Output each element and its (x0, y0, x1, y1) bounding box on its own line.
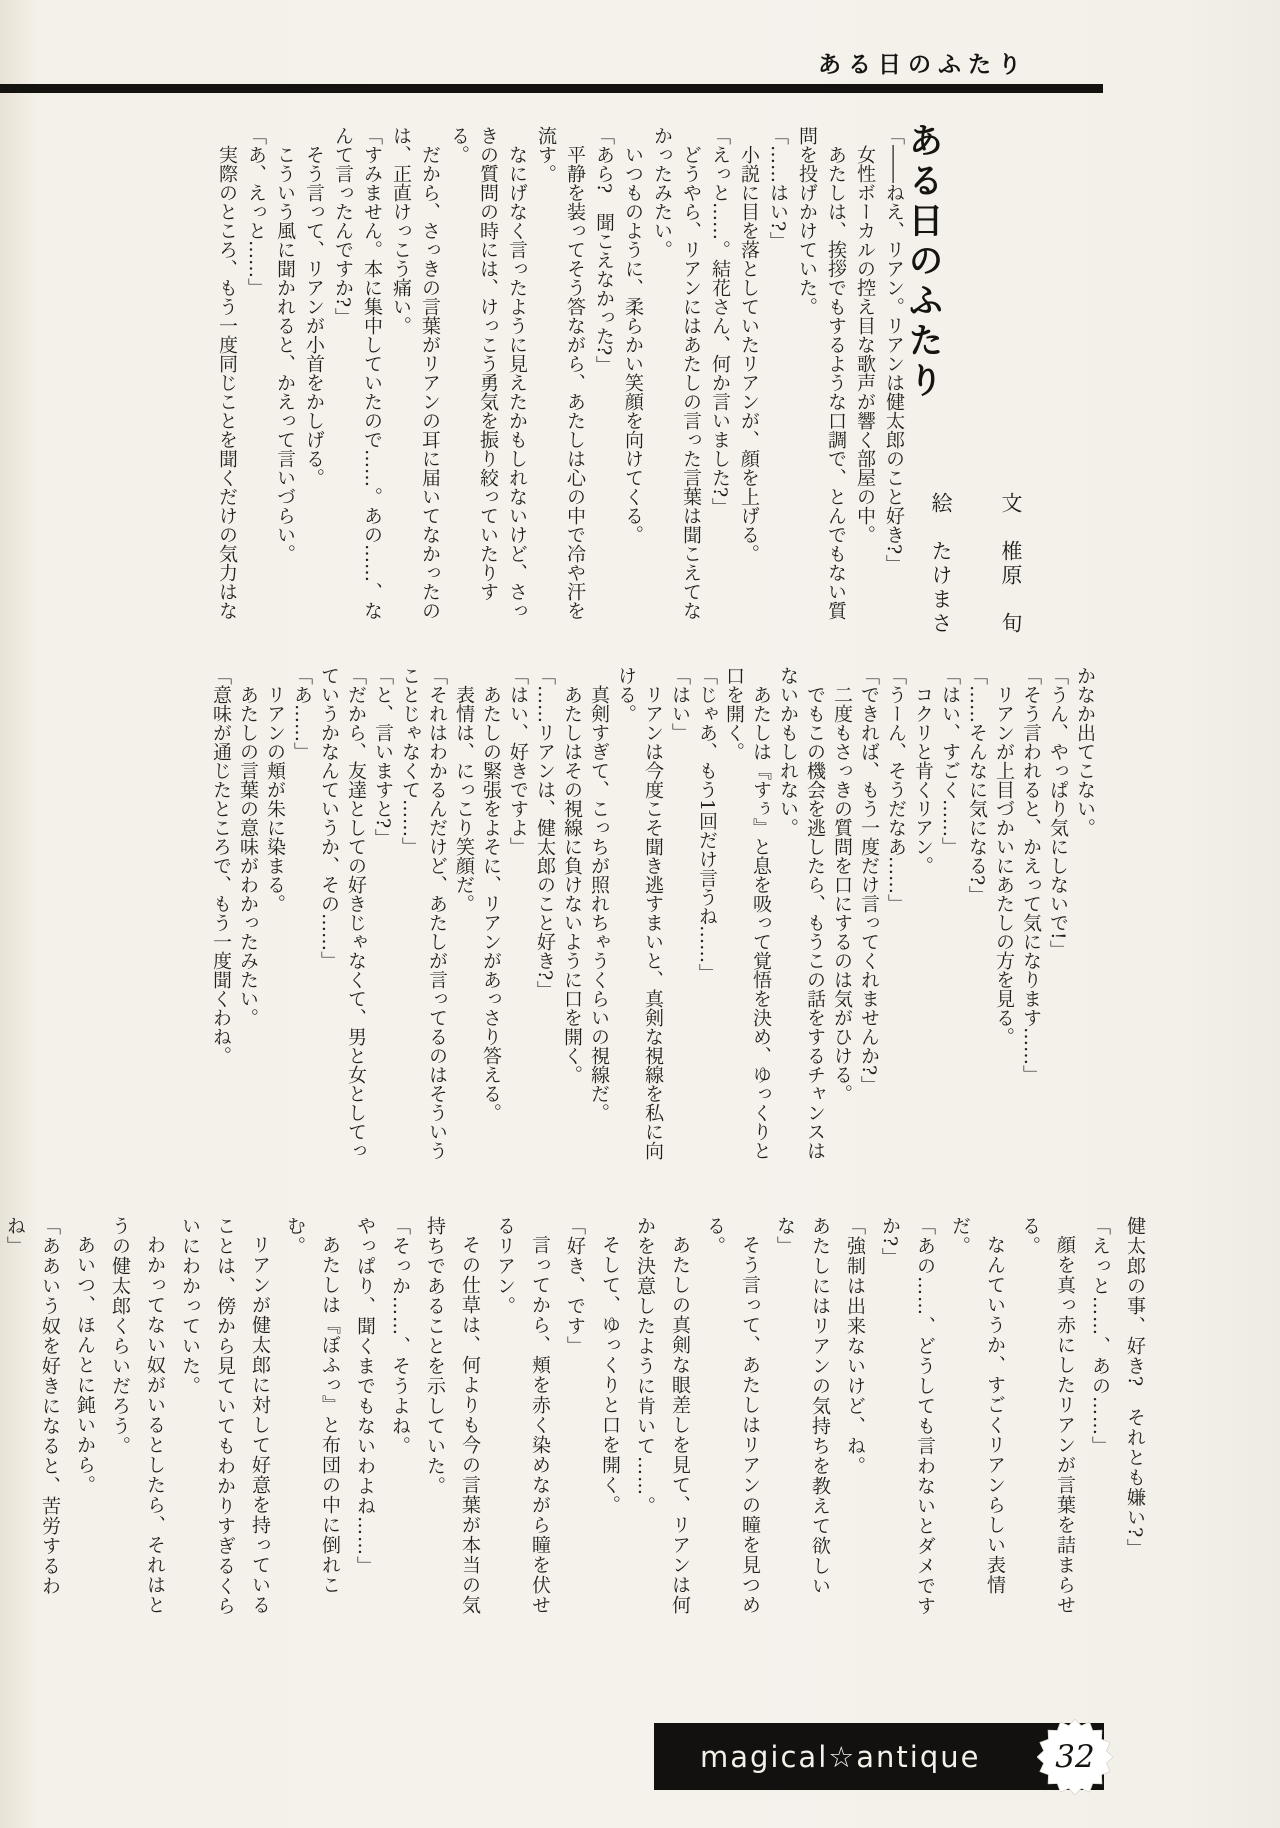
page-number: 32 (1055, 1739, 1095, 1775)
paragraph: 「えっと……、あの……」 (1089, 1216, 1111, 1456)
paragraph: リアンは今度こそ聞き逃すまいと、真剣な視線を私に向ける。 (615, 666, 664, 1160)
text-block-bottom (4, 1216, 1152, 1625)
text-block-top (136, 126, 908, 632)
paragraph: 「うーん、そうだなあ……」 (885, 666, 907, 913)
paragraph: 「あ……」 (291, 666, 313, 761)
paragraph: あたしは『ぼふっ』と布団の中に倒れこむ。 (284, 1216, 341, 1595)
paragraph: 「ああいう奴を好きになると、苦労するわね」 (4, 1216, 61, 1596)
paragraph: なんていうか、すごくリアンらしい表情だ。 (949, 1216, 1006, 1595)
page-number-badge (1037, 1719, 1113, 1795)
paragraph: 言ってから、頬を赤く染めながら瞳を伏せるリアン。 (494, 1216, 551, 1615)
paragraph: 「えっと……。結花さん、何か言いました?」 (709, 126, 731, 517)
paragraph: かなか出てこない。 (1074, 666, 1096, 837)
paragraph: 「――ねえ、リアン。リアンは健太郎のこと好き?」 (883, 126, 905, 574)
paragraph: 「……そんなに気になる?」 (966, 666, 988, 905)
paragraph: 「はい」 (669, 666, 691, 742)
header-rule (0, 84, 1103, 93)
paragraph: だから、さっきの言葉がリアンの耳に届いてなかったのは、正直けっこう痛い。 (390, 126, 441, 620)
paragraph: あたしはその視線に負けないように口を開く。 (561, 685, 583, 1084)
paragraph: あたしにはリアンの気持ちを教えて欲しいな」 (774, 1216, 831, 1596)
paragraph: 「うん、やっぱり気にしないで!」 (1047, 666, 1069, 959)
paragraph: 「できれば、もう一度だけ言ってくれませんか?」 (858, 666, 880, 1095)
paragraph: リアンが健太郎に対して好意を持っていることは、傍から見ていてもわかりすぎるくらいにわかっていた。 (179, 1216, 271, 1616)
credit-artist: 絵 たけまさ (929, 492, 953, 636)
paragraph: やっぱり、聞くまでもないわよね……」 (354, 1216, 376, 1576)
paragraph: 実際のところ、もう一度同じことを聞くだけの気力はな (216, 145, 238, 620)
paragraph: あたしの言葉の意味がわかったみたい。 (237, 685, 259, 1027)
paragraph: あたしの真剣な眼差しを見て、リアンは何かを決意したように肯いて……。 (634, 1216, 691, 1615)
credit-writer: 文 椎原 旬 (999, 492, 1023, 636)
paragraph: どうやら、リアンにはあたしの言った言葉は聞こえてなかったみたい。 (651, 126, 702, 620)
paragraph: そう言って、リアンが小首をかしげる。 (303, 145, 325, 487)
paragraph: 「はい、好きですよ」 (507, 666, 529, 856)
paragraph: 「あら? 聞こえなかった?」 (593, 126, 615, 375)
paragraph: 「好き、です」 (564, 1216, 586, 1356)
paragraph: リアンが上目づかいにあたしの方を見る。 (993, 685, 1015, 1046)
paragraph: でもこの機会を逃したら、もうこの話をするチャンスはないかもしれない。 (777, 666, 826, 1160)
running-title: ある日のふたり (818, 52, 1028, 78)
paragraph: 「強制は出来ないけど、ね。 (844, 1216, 866, 1476)
paragraph: 真剣すぎて、こっちが照れちゃうくらいの視線だ。 (588, 685, 610, 1122)
paragraph: 「……リアンは、健太郎のこと好き?」 (534, 666, 556, 1000)
paragraph: 「あの……、どうしても言わないとダメですか?」 (879, 1216, 936, 1616)
story-title: ある日のふたり (903, 122, 944, 402)
paragraph: あたしは、挨拶でもするような口調で、とんでもない質問を投げかけていた。 (796, 126, 847, 620)
paragraph: そう言って、あたしはリアンの瞳を見つめる。 (704, 1216, 761, 1615)
paragraph: 「……はい?」 (767, 126, 789, 251)
series-title: magical☆antique (700, 1739, 981, 1774)
paragraph: 平静を装ってそう答ながら、あたしは心の中で冷や汗を流す。 (535, 126, 586, 620)
paragraph: あたしの緊張をよそに、リアンがあっさり答える。 (480, 685, 502, 1122)
paragraph: 「意味が通じたところで、もう一度聞くわね。 (210, 666, 232, 1065)
paragraph: 顔を真っ赤にしたリアンが言葉を詰まらせる。 (1019, 1216, 1076, 1615)
paragraph: リアンの頬が朱に染まる。 (264, 685, 286, 913)
paragraph: 「そう言われると、かえって気になります……」 (1020, 666, 1042, 1084)
paragraph: こういう風に聞かれると、かえって言いづらい。 (274, 145, 296, 563)
paragraph: あいつ、ほんとに鈍いから。 (74, 1235, 96, 1495)
paragraph: 小説に目を落としていたリアンが、顔を上げる。 (738, 145, 760, 563)
paragraph: 「だから、友達としての好きじゃなくて、男と女としてっていうかなんていうか、その……」 (318, 666, 367, 1160)
paragraph: 表情は、にっこり笑顔だ。 (453, 685, 475, 913)
paragraph: その仕草は、何よりも今の言葉が本当の気持ちであることを示していた。 (424, 1216, 481, 1615)
paragraph: いつものように、柔らかい笑顔を向けてくる。 (622, 145, 644, 544)
paragraph: 「と、言いますと?」 (372, 666, 394, 848)
paragraph: コクリと肯くリアン。 (912, 685, 934, 875)
paragraph: 「それはわかるんだけど、あたしが言ってるのはそういうことじゃなくて……」 (399, 666, 448, 1160)
paragraph: 健太郎の事、好き? それとも嫌い?」 (1124, 1216, 1146, 1559)
paragraph: 女性ボーカルの控え目な歌声が響く部屋の中。 (854, 145, 876, 544)
paragraph: なにげなく言ったように見えたかもしれないけど、さっきの質問の時には、けっこう勇気を振り絞っていたりする。 (448, 126, 528, 620)
paragraph: そして、ゆっくりと口を開く。 (599, 1235, 621, 1515)
paragraph: わかってない奴がいるとしたら、それはとうの健太郎くらいだろう。 (109, 1216, 166, 1615)
paragraph: 「あ、えっと……」 (245, 126, 267, 297)
paragraph: 「そっか……、そうよね。 (389, 1216, 411, 1456)
paragraph: 「すみません。本に集中していたので……。あの……、なんて言ったんですか?」 (332, 126, 383, 620)
paragraph: 「じゃあ、もう1回だけ言うね……」 (696, 666, 718, 983)
text-block-middle (140, 666, 1098, 1175)
paragraph: あたしは『すぅ』と息を吸って覚悟を決め、ゆっくりと口を開く。 (723, 666, 772, 1160)
paragraph: 二度もさっきの質問を口にするのは気がひける。 (831, 685, 853, 1103)
paragraph: 「はい、すごく……」 (939, 666, 961, 856)
